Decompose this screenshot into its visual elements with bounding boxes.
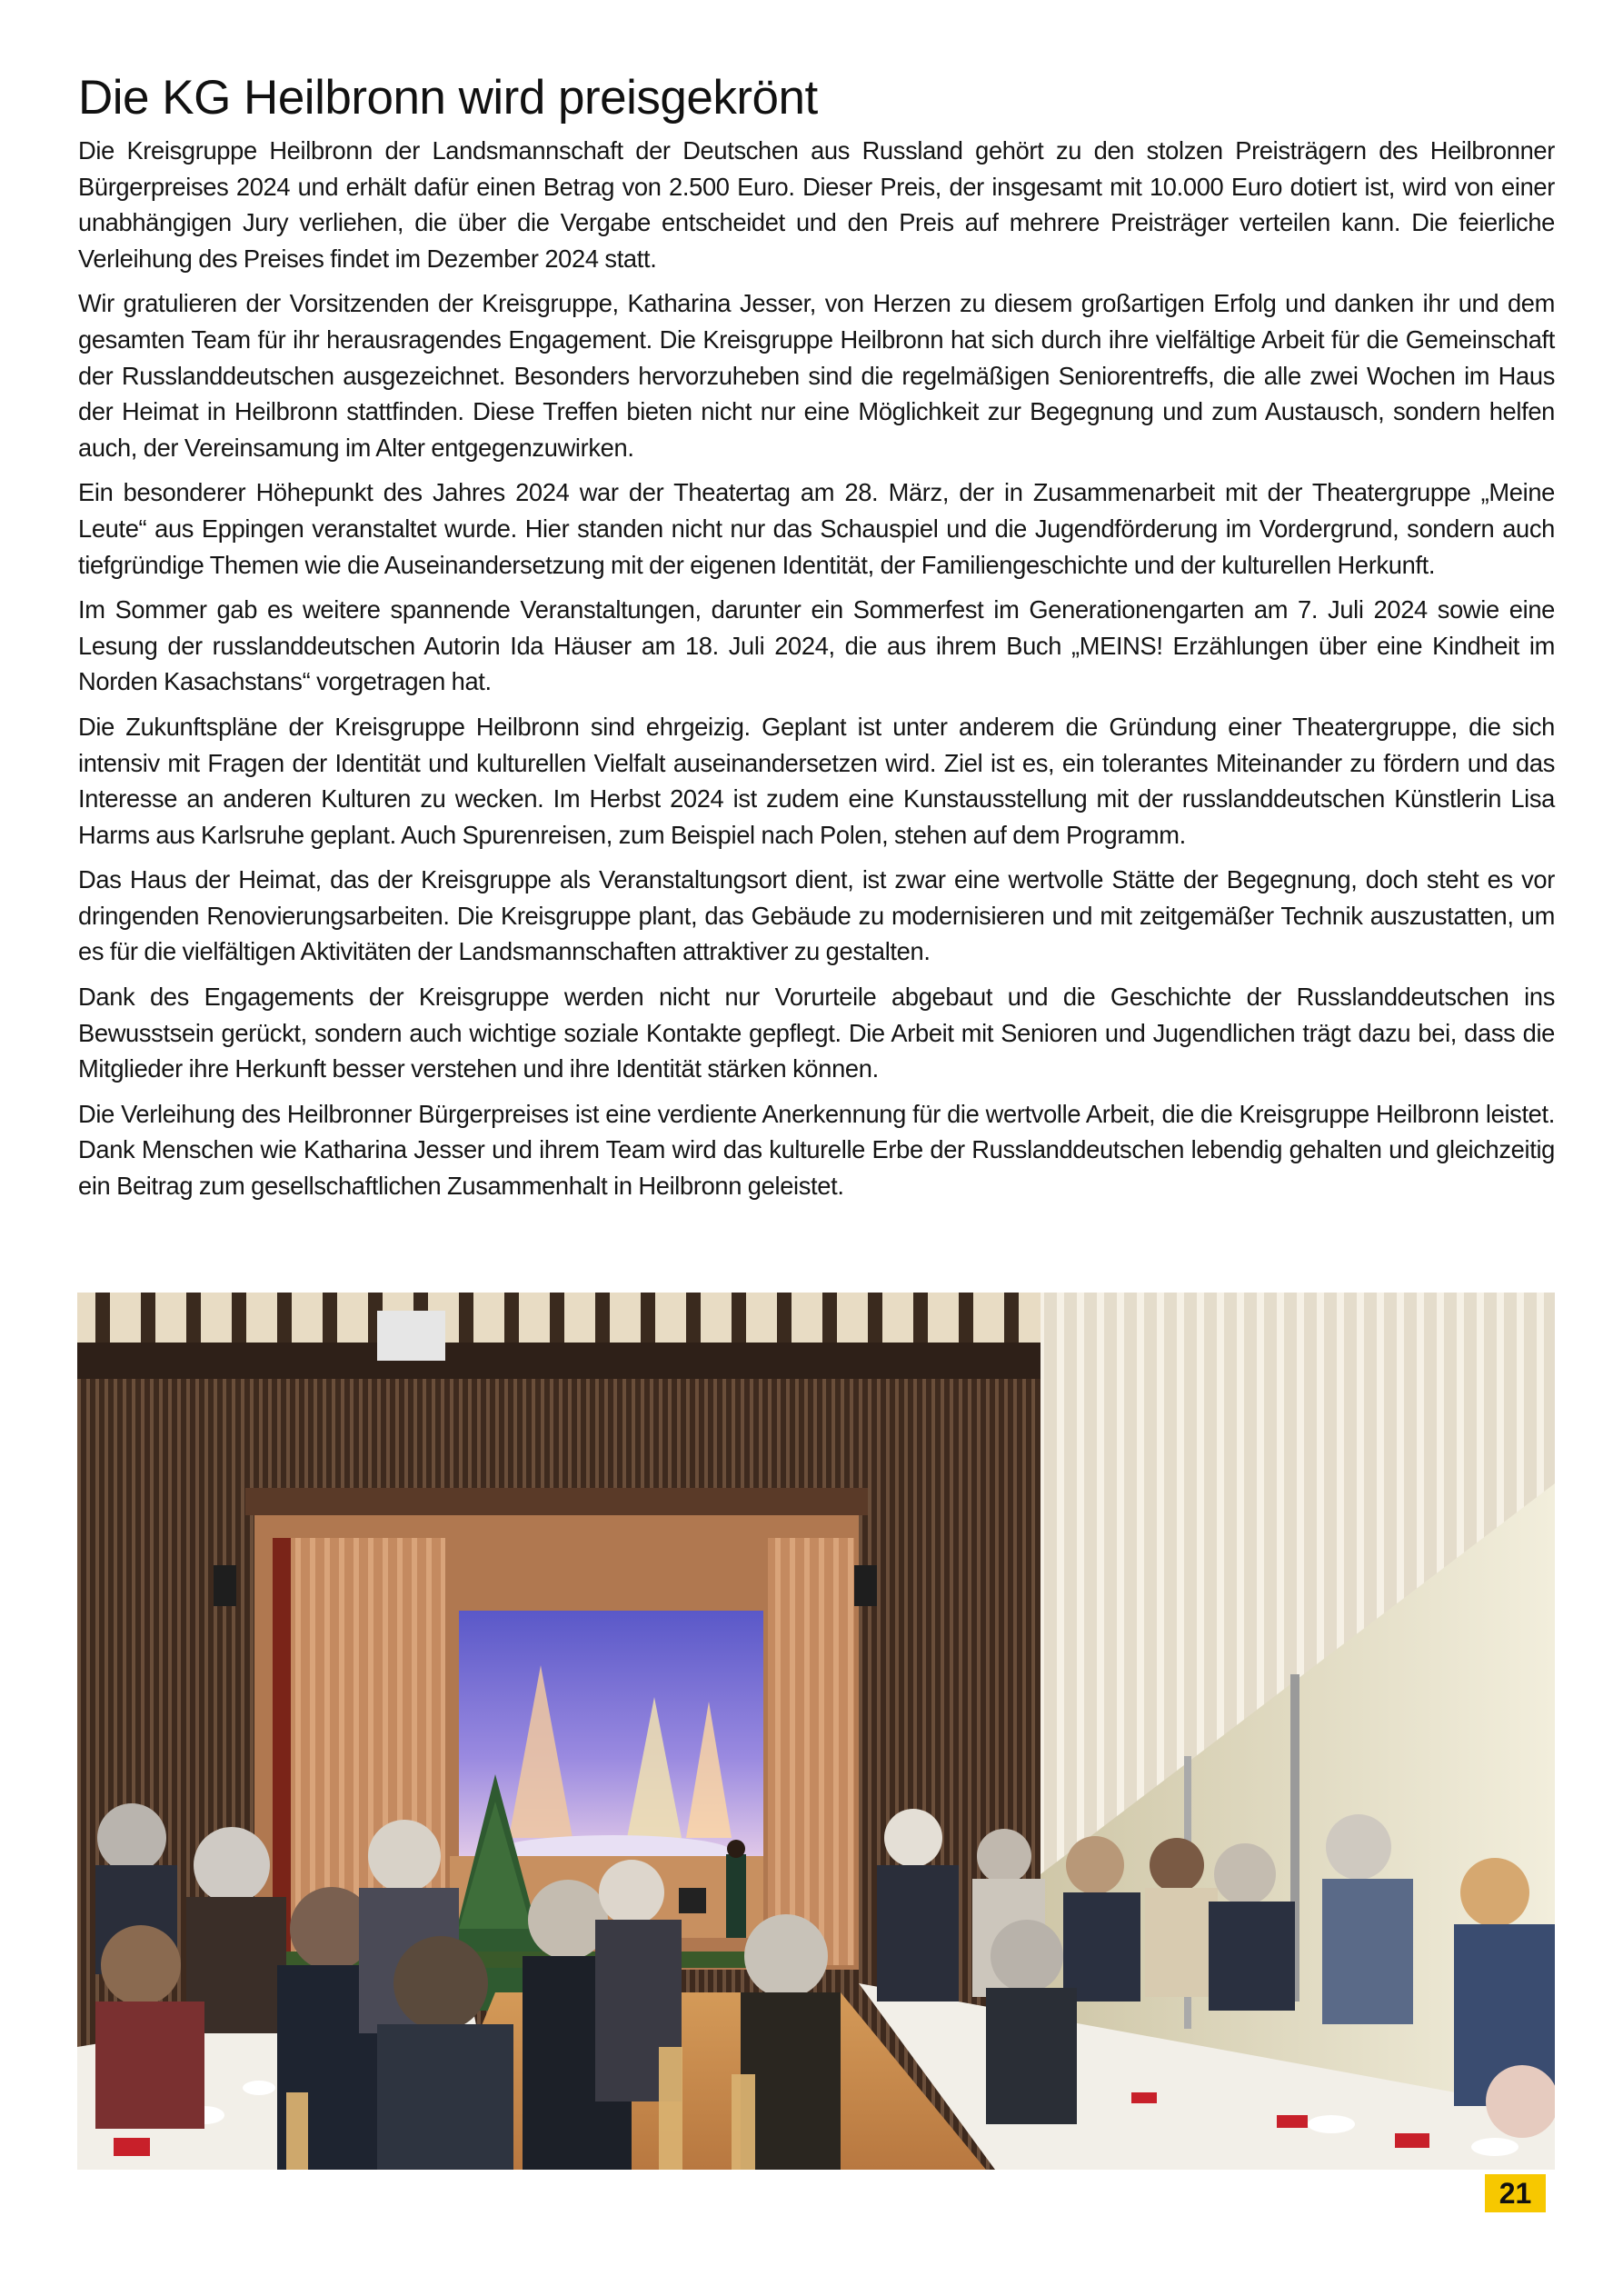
article-paragraph: Dank des Engagements der Kreisgruppe werden nicht nur Vorurteile abgebaut und die Geschichte der Russlanddeutschen ins Bewusstsein gerückt, sondern auch wichtige soziale Kontakte gepflegt. Die Arbeit mit Senioren und Jugendlichen trägt dazu bei, dass die Mitglieder ihre Herkunft besser verstehen und ihre Identität stärken können.	[78, 983, 1555, 1083]
article-paragraph: Die Kreisgruppe Heilbronn der Landsmannschaft der Deutschen aus Russland gehört zu den stolzen Preisträgern des Heilbronner Bürgerpreises 2024 und erhält dafür einen Betrag von 2.500 Euro. Dieser Preis, der insgesamt mit 10.000 Euro dotiert ist, wird von einer unabhängigen Jury verliehen, die über die Vergabe entscheidet und den Preis auf mehrere Preisträger verteilen kann. Die feierliche Verleihung des Preises findet im Dezember 2024 statt.	[78, 136, 1555, 273]
article-paragraph: Wir gratulieren der Vorsitzenden der Kreisgruppe, Katharina Jesser, von Herzen zu diesem großartigen Erfolg und danken ihr und dem gesamten Team für ihr herausragendes Engagement. Die Kreisgruppe Heilbronn hat sich durch ihre vielfältige Arbeit für die Gemeinschaft der Russlanddeutschen ausgezeichnet. Besonders hervorzuheben sind die regelmäßigen Seniorentreffs, die alle zwei Wochen im Haus der Heimat in Heilbronn stattfinden. Diese Treffen bieten nicht nur eine Möglichkeit zur Begegnung und zum Austausch, sondern helfen auch, der Vereinsamung im Alter entgegenzuwirken.	[78, 289, 1555, 462]
article-paragraph: Die Verleihung des Heilbronner Bürgerpreises ist eine verdiente Anerkennung für die wertvolle Arbeit, die die Kreisgruppe Heilbronn leistet. Dank Menschen wie Katharina Jesser und ihrem Team wird das kulturelle Erbe der Russlanddeutschen lebendig gehalten und gleichzeitig ein Beitrag zum gesellschaftlichen Zusammenhalt in Heilbronn geleistet.	[78, 1099, 1555, 1201]
page-number-badge: 21	[1485, 2174, 1546, 2212]
event-hall-illustration	[77, 1293, 1555, 2170]
event-photo	[77, 1293, 1555, 2170]
article-paragraph: Die Zukunftspläne der Kreisgruppe Heilbronn sind ehrgeizig. Geplant ist unter anderem die Gründung einer Theatergruppe, die sich intensiv mit Fragen der Identität und kulturellen Vielfalt auseinandersetzen wird. Ziel ist es, ein tolerantes Miteinander zu fördern und das Interesse an anderen Kulturen zu wecken. Im Herbst 2024 ist zudem eine Kunstausstellung mit der russlanddeutschen Künstlerin Lisa Harms aus Karlsruhe geplant. Auch Spurenreisen, zum Beispiel nach Polen, stehen auf dem Programm.	[78, 712, 1555, 849]
article-paragraph: Ein besonderer Höhepunkt des Jahres 2024 war der Theatertag am 28. März, der in Zusammenarbeit mit der Theatergruppe „Meine Leute“ aus Eppingen veranstaltet wurde. Hier standen nicht nur das Schauspiel und die Jugendförderung im Vordergrund, sondern auch tiefgründige Themen wie die Auseinandersetzung mit der eigenen Identität, der Familiengeschichte und der kulturellen Herkunft.	[78, 478, 1555, 579]
article-body	[78, 133, 1555, 1213]
article-paragraph: Im Sommer gab es weitere spannende Veranstaltungen, darunter ein Sommerfest im Generationengarten am 7. Juli 2024 sowie eine Lesung der russlanddeutschen Autorin Ida Häuser am 18. Juli 2024, die aus ihrem Buch „MEINS! Erzählungen über eine Kindheit im Norden Kasachstans“ vorgetragen hat.	[78, 595, 1555, 696]
article-title: Die KG Heilbronn wird preisgekrönt	[78, 71, 818, 125]
article-paragraph: Das Haus der Heimat, das der Kreisgruppe als Veranstaltungsort dient, ist zwar eine wertvolle Stätte der Begegnung, doch steht es vor dringenden Renovierungsarbeiten. Die Kreisgruppe plant, das Gebäude zu modernisieren und mit zeitgemäßer Technik auszustatten, um es für die vielfältigen Aktivitäten der Landsmannschaften attraktiver zu gestalten.	[78, 865, 1555, 966]
